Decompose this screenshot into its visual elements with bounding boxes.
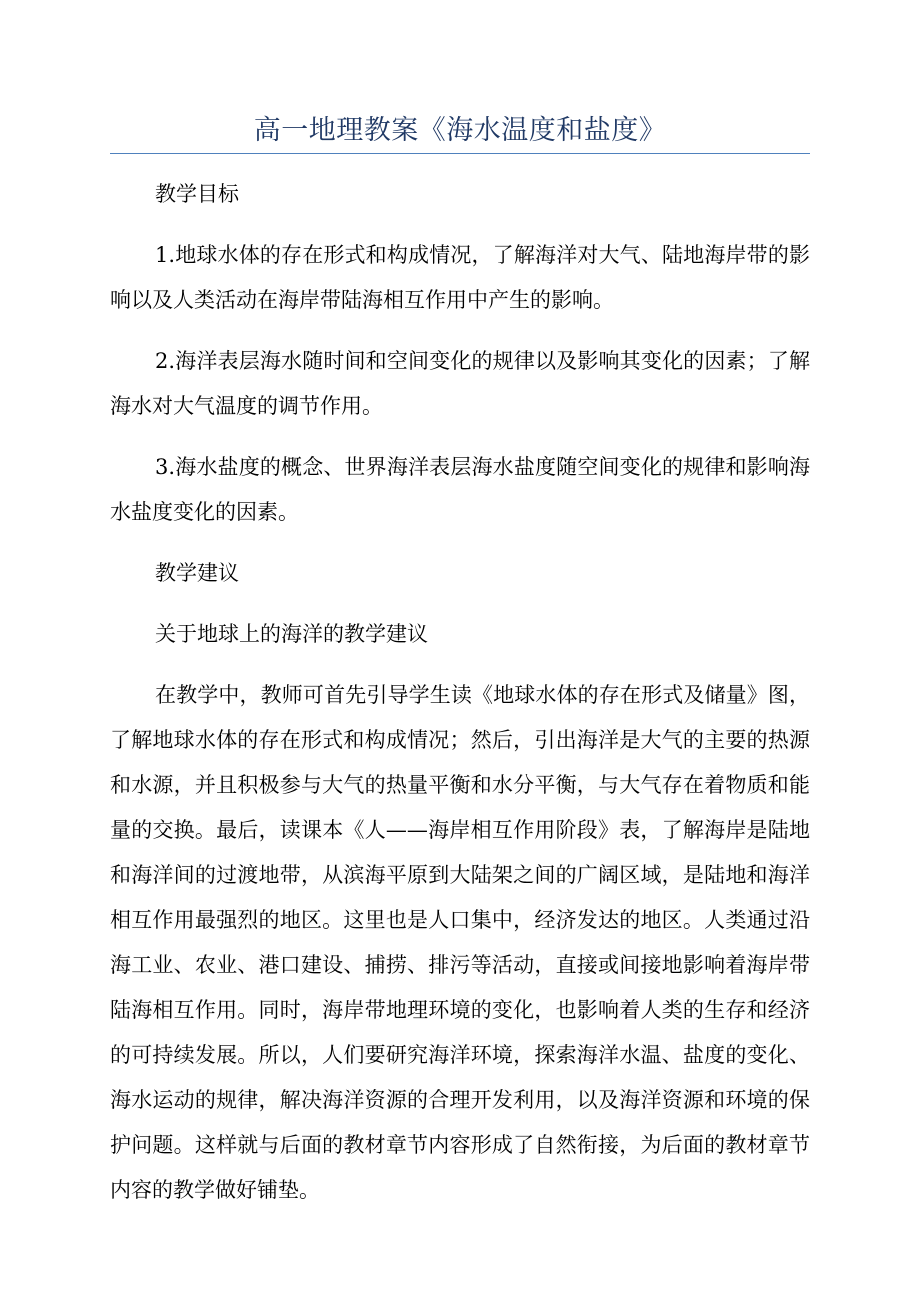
objective-item-3: 3.海水盐度的概念、世界海洋表层海水盐度随空间变化的规律和影响海水盐度变化的因素。 — [110, 455, 810, 524]
body-paragraph: 在教学中，教师可首先引导学生读《地球水体的存在形式及储量》图，了解地球水体的存在形式和构成情况；然后，引出海洋是大气的主要的热源和水源，并且积极参与大气的热量平衡和水分平衡，与大气存在着物质和能量的交换。最后，读课本《人——海岸相互作用阶段》表，了解海岸是陆地和海洋间的过渡地带，从滨海平原到大陆架之间的广阔区域，是陆地和海洋相互作用最强烈的地区。这里也是人口集中，经济发达的地区。人类通过沿海工业、农业、港口建设、捕捞、排污等活动，直接或间接地影响着海岸带陆海相互作用。同时，海岸带地理环境的变化，也影响着人类的生存和经济的可持续发展。所以，人们要研究海洋环境，探索海洋水温、盐度的变化、海水运动的规律，解决海洋资源的合理开发利用，以及海洋资源和环境的保护问题。这样就与后面的教材章节内容形成了自然衔接，为后面的教材章节内容的教学做好铺垫。 — [110, 683, 810, 1202]
document-body — [110, 172, 810, 1229]
objective-item-1: 1.地球水体的存在形式和构成情况，了解海洋对大气、陆地海岸带的影响以及人类活动在海岸带陆海相互作用中产生的影响。 — [110, 243, 810, 312]
objective-item-2: 2.海洋表层海水随时间和空间变化的规律以及影响其变化的因素；了解海水对大气温度的调节作用。 — [110, 349, 810, 418]
section-heading-objectives: 教学目标 — [155, 182, 239, 206]
document-title: 高一地理教案《海水温度和盐度》 — [253, 115, 667, 146]
title-underline — [110, 153, 810, 154]
section-heading-suggestions: 教学建议 — [155, 561, 239, 585]
subsection-heading-ocean: 关于地球上的海洋的教学建议 — [155, 622, 428, 646]
